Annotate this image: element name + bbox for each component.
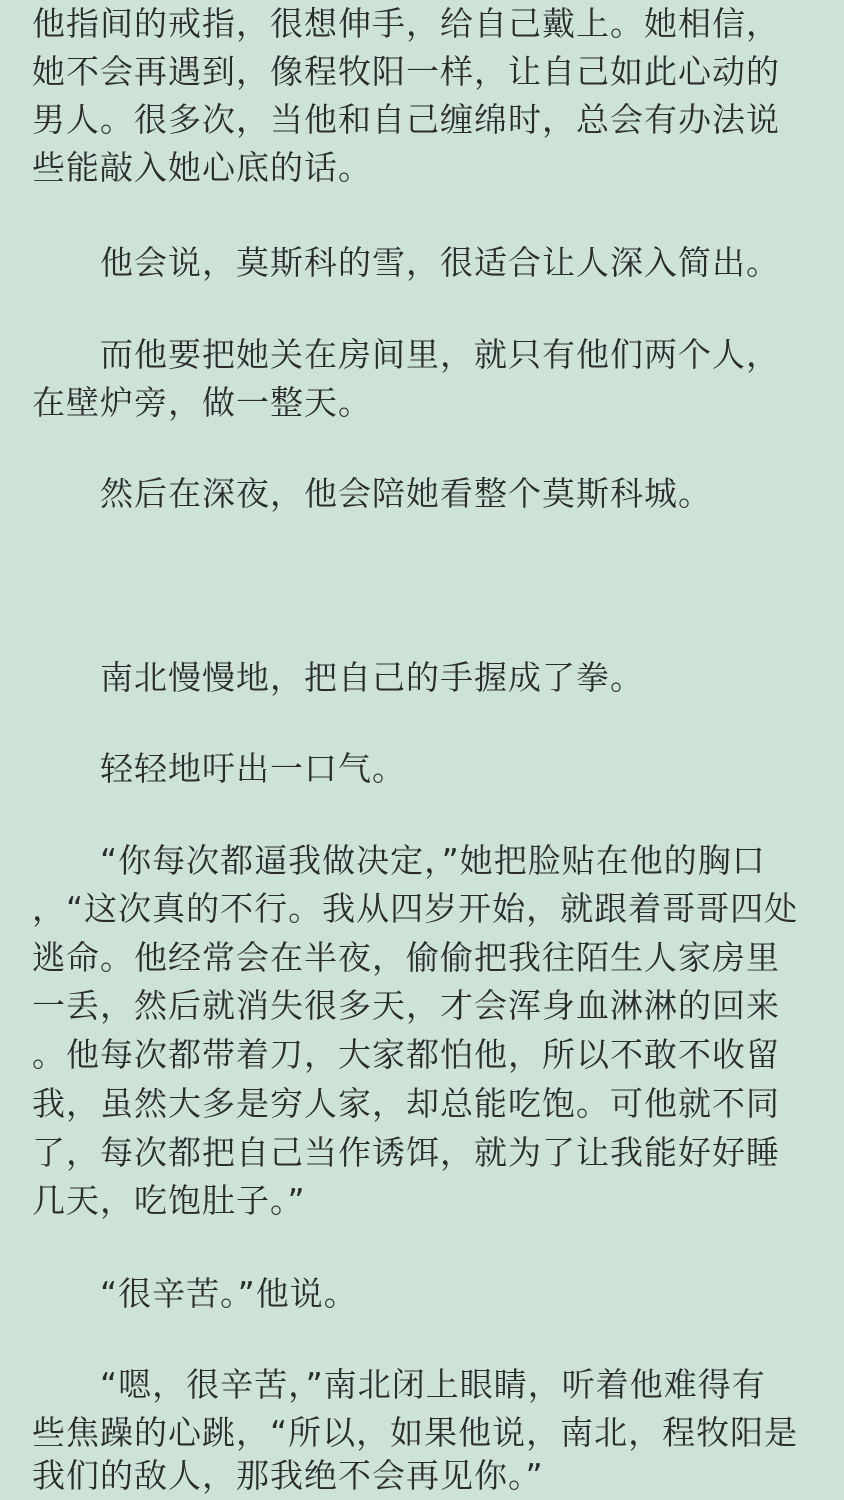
text-line: 他指间的戒指，很想伸手，给自己戴上。她相信，	[32, 4, 780, 43]
text-line: 我们的敌人，那我绝不会再见你。”	[32, 1456, 544, 1495]
text-line: “你每次都逼我做决定，”她把脸贴在他的胸口	[100, 841, 766, 880]
text-line: 逃命。他经常会在半夜，偷偷把我往陌生人家房里	[32, 938, 780, 977]
text-line: “嗯，很辛苦，”南北闭上眼睛，听着他难得有	[100, 1365, 766, 1404]
text-line: 男人。很多次，当他和自己缠绵时，总会有办法说	[32, 100, 780, 139]
text-line: 几天，吃饱肚子。”	[32, 1181, 306, 1220]
text-line: 一丢，然后就消失很多天，才会浑身血淋淋的回来	[32, 986, 780, 1025]
text-line: 。他每次都带着刀，大家都怕他，所以不敢不收留	[32, 1035, 780, 1074]
text-line: 在壁炉旁，做一整天。	[32, 383, 372, 422]
text-line: 了，每次都把自己当作诱饵，就为了让我能好好睡	[32, 1133, 780, 1172]
text-line: “很辛苦。”他说。	[100, 1274, 358, 1313]
text-line: 他会说，莫斯科的雪，很适合让人深入简出。	[100, 243, 780, 282]
text-line: 轻轻地吁出一口气。	[100, 749, 406, 788]
text-line: 然后在深夜，他会陪她看整个莫斯科城。	[100, 474, 712, 513]
text-line: 南北慢慢地，把自己的手握成了拳。	[100, 658, 644, 697]
text-line: ，“这次真的不行。我从四岁开始，就跟着哥哥四处	[32, 889, 799, 928]
text-line: 而他要把她关在房间里，就只有他们两个人，	[100, 335, 780, 374]
text-line: 我，虽然大多是穷人家，却总能吃饱。可他就不同	[32, 1084, 780, 1123]
text-line: 些能敲入她心底的话。	[32, 148, 372, 187]
text-line: 她不会再遇到，像程牧阳一样，让自己如此心动的	[32, 52, 780, 91]
text-line: 些焦躁的心跳，“所以，如果他说，南北，程牧阳是	[32, 1413, 799, 1452]
